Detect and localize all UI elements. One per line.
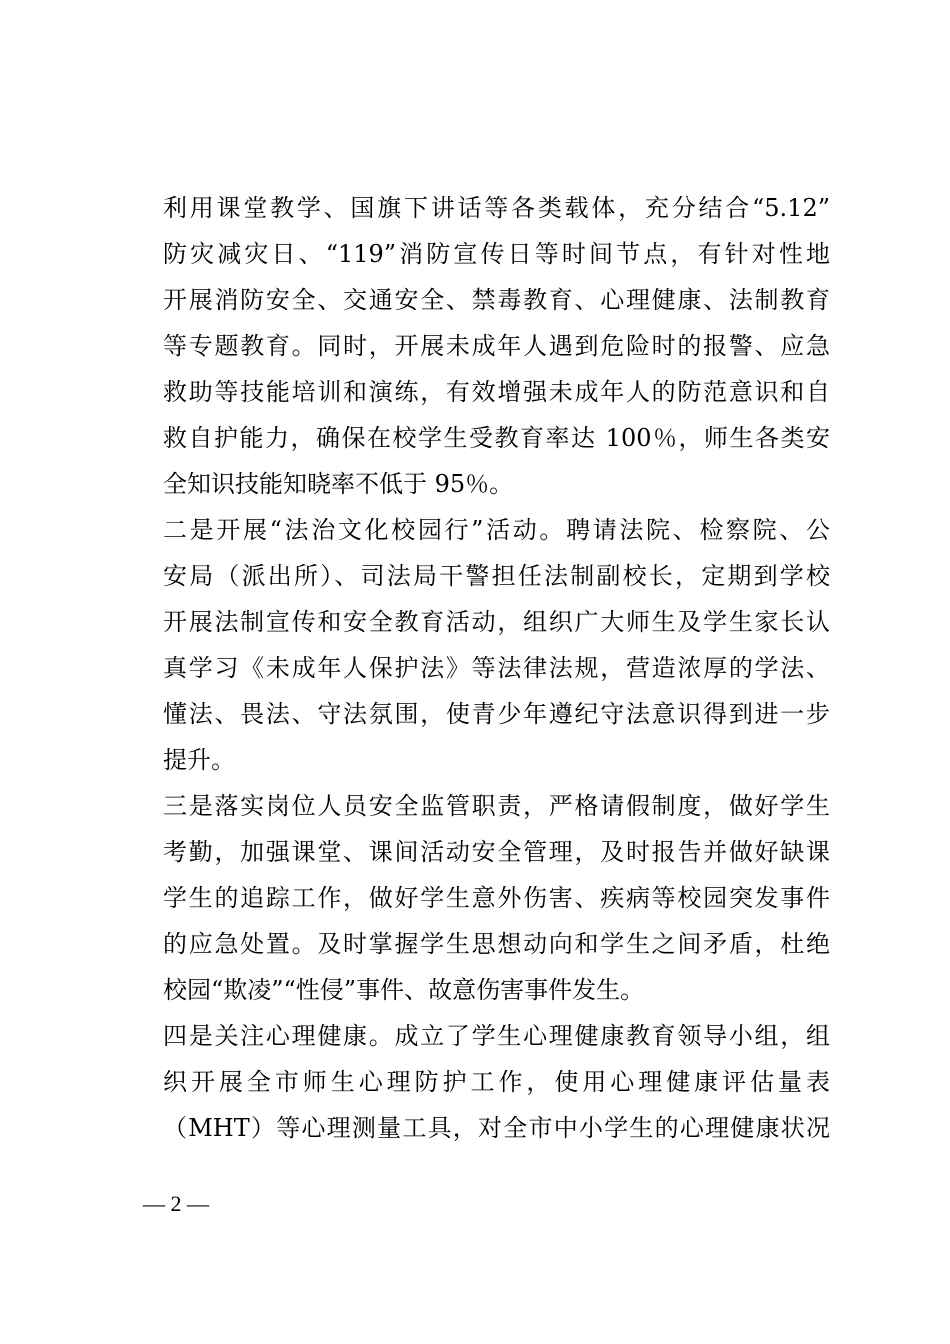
text-line: 防灾减灾日、“119”消防宣传日等时间节点，有针对性地 xyxy=(163,240,830,268)
text-line: 懂法、畏法、守法氛围，使青少年遵纪守法意识得到进一步 xyxy=(163,700,830,728)
text-line: 利用课堂教学、国旗下讲话等各类载体，充分结合“5.12” xyxy=(163,194,830,222)
text-line: 四是关注心理健康。成立了学生心理健康教育领导小组，组 xyxy=(163,1022,830,1050)
text-line: 织开展全市师生心理防护工作，使用心理健康评估量表 xyxy=(163,1068,830,1096)
text-line: 校园“欺凌”“性侵”事件、故意伤害事件发生。 xyxy=(163,976,645,1004)
paragraph-law-culture xyxy=(163,507,830,783)
text-line: 学生的追踪工作，做好学生意外伤害、疾病等校园突发事件 xyxy=(163,884,830,912)
text-line: 真学习《未成年人保护法》等法律法规，营造浓厚的学法、 xyxy=(163,654,830,682)
text-line: 考勤，加强课堂、课间活动安全管理，及时报告并做好缺课 xyxy=(163,838,830,866)
text-line: 二是开展“法治文化校园行”活动。聘请法院、检察院、公 xyxy=(163,516,830,544)
text-line: 救助等技能培训和演练，有效增强未成年人的防范意识和自 xyxy=(163,378,830,406)
text-line: 开展消防安全、交通安全、禁毒教育、心理健康、法制教育 xyxy=(163,286,830,314)
page-number: — 2 — xyxy=(143,1191,209,1216)
text-line: 等专题教育。同时，开展未成年人遇到危险时的报警、应急 xyxy=(163,332,830,360)
text-line: 全知识技能知晓率不低于 95％。 xyxy=(163,470,514,498)
text-line: 的应急处置。及时掌握学生思想动向和学生之间矛盾，杜绝 xyxy=(163,930,830,958)
paragraph-supervision xyxy=(163,783,830,1013)
text-line: 救自护能力，确保在校学生受教育率达 100％，师生各类安 xyxy=(163,424,830,452)
text-line: 三是落实岗位人员安全监管职责，严格请假制度，做好学生 xyxy=(163,792,830,820)
text-line: 开展法制宣传和安全教育活动，组织广大师生及学生家长认 xyxy=(163,608,830,636)
paragraph-mental-health xyxy=(163,1013,830,1151)
body-text xyxy=(163,185,830,1151)
paragraph-safety-education xyxy=(163,185,830,507)
text-line: （MHT）等心理测量工具，对全市中小学生的心理健康状况 xyxy=(163,1114,830,1142)
text-line: 提升。 xyxy=(163,746,235,774)
text-line: 安局（派出所）、司法局干警担任法制副校长，定期到学校 xyxy=(163,562,830,590)
